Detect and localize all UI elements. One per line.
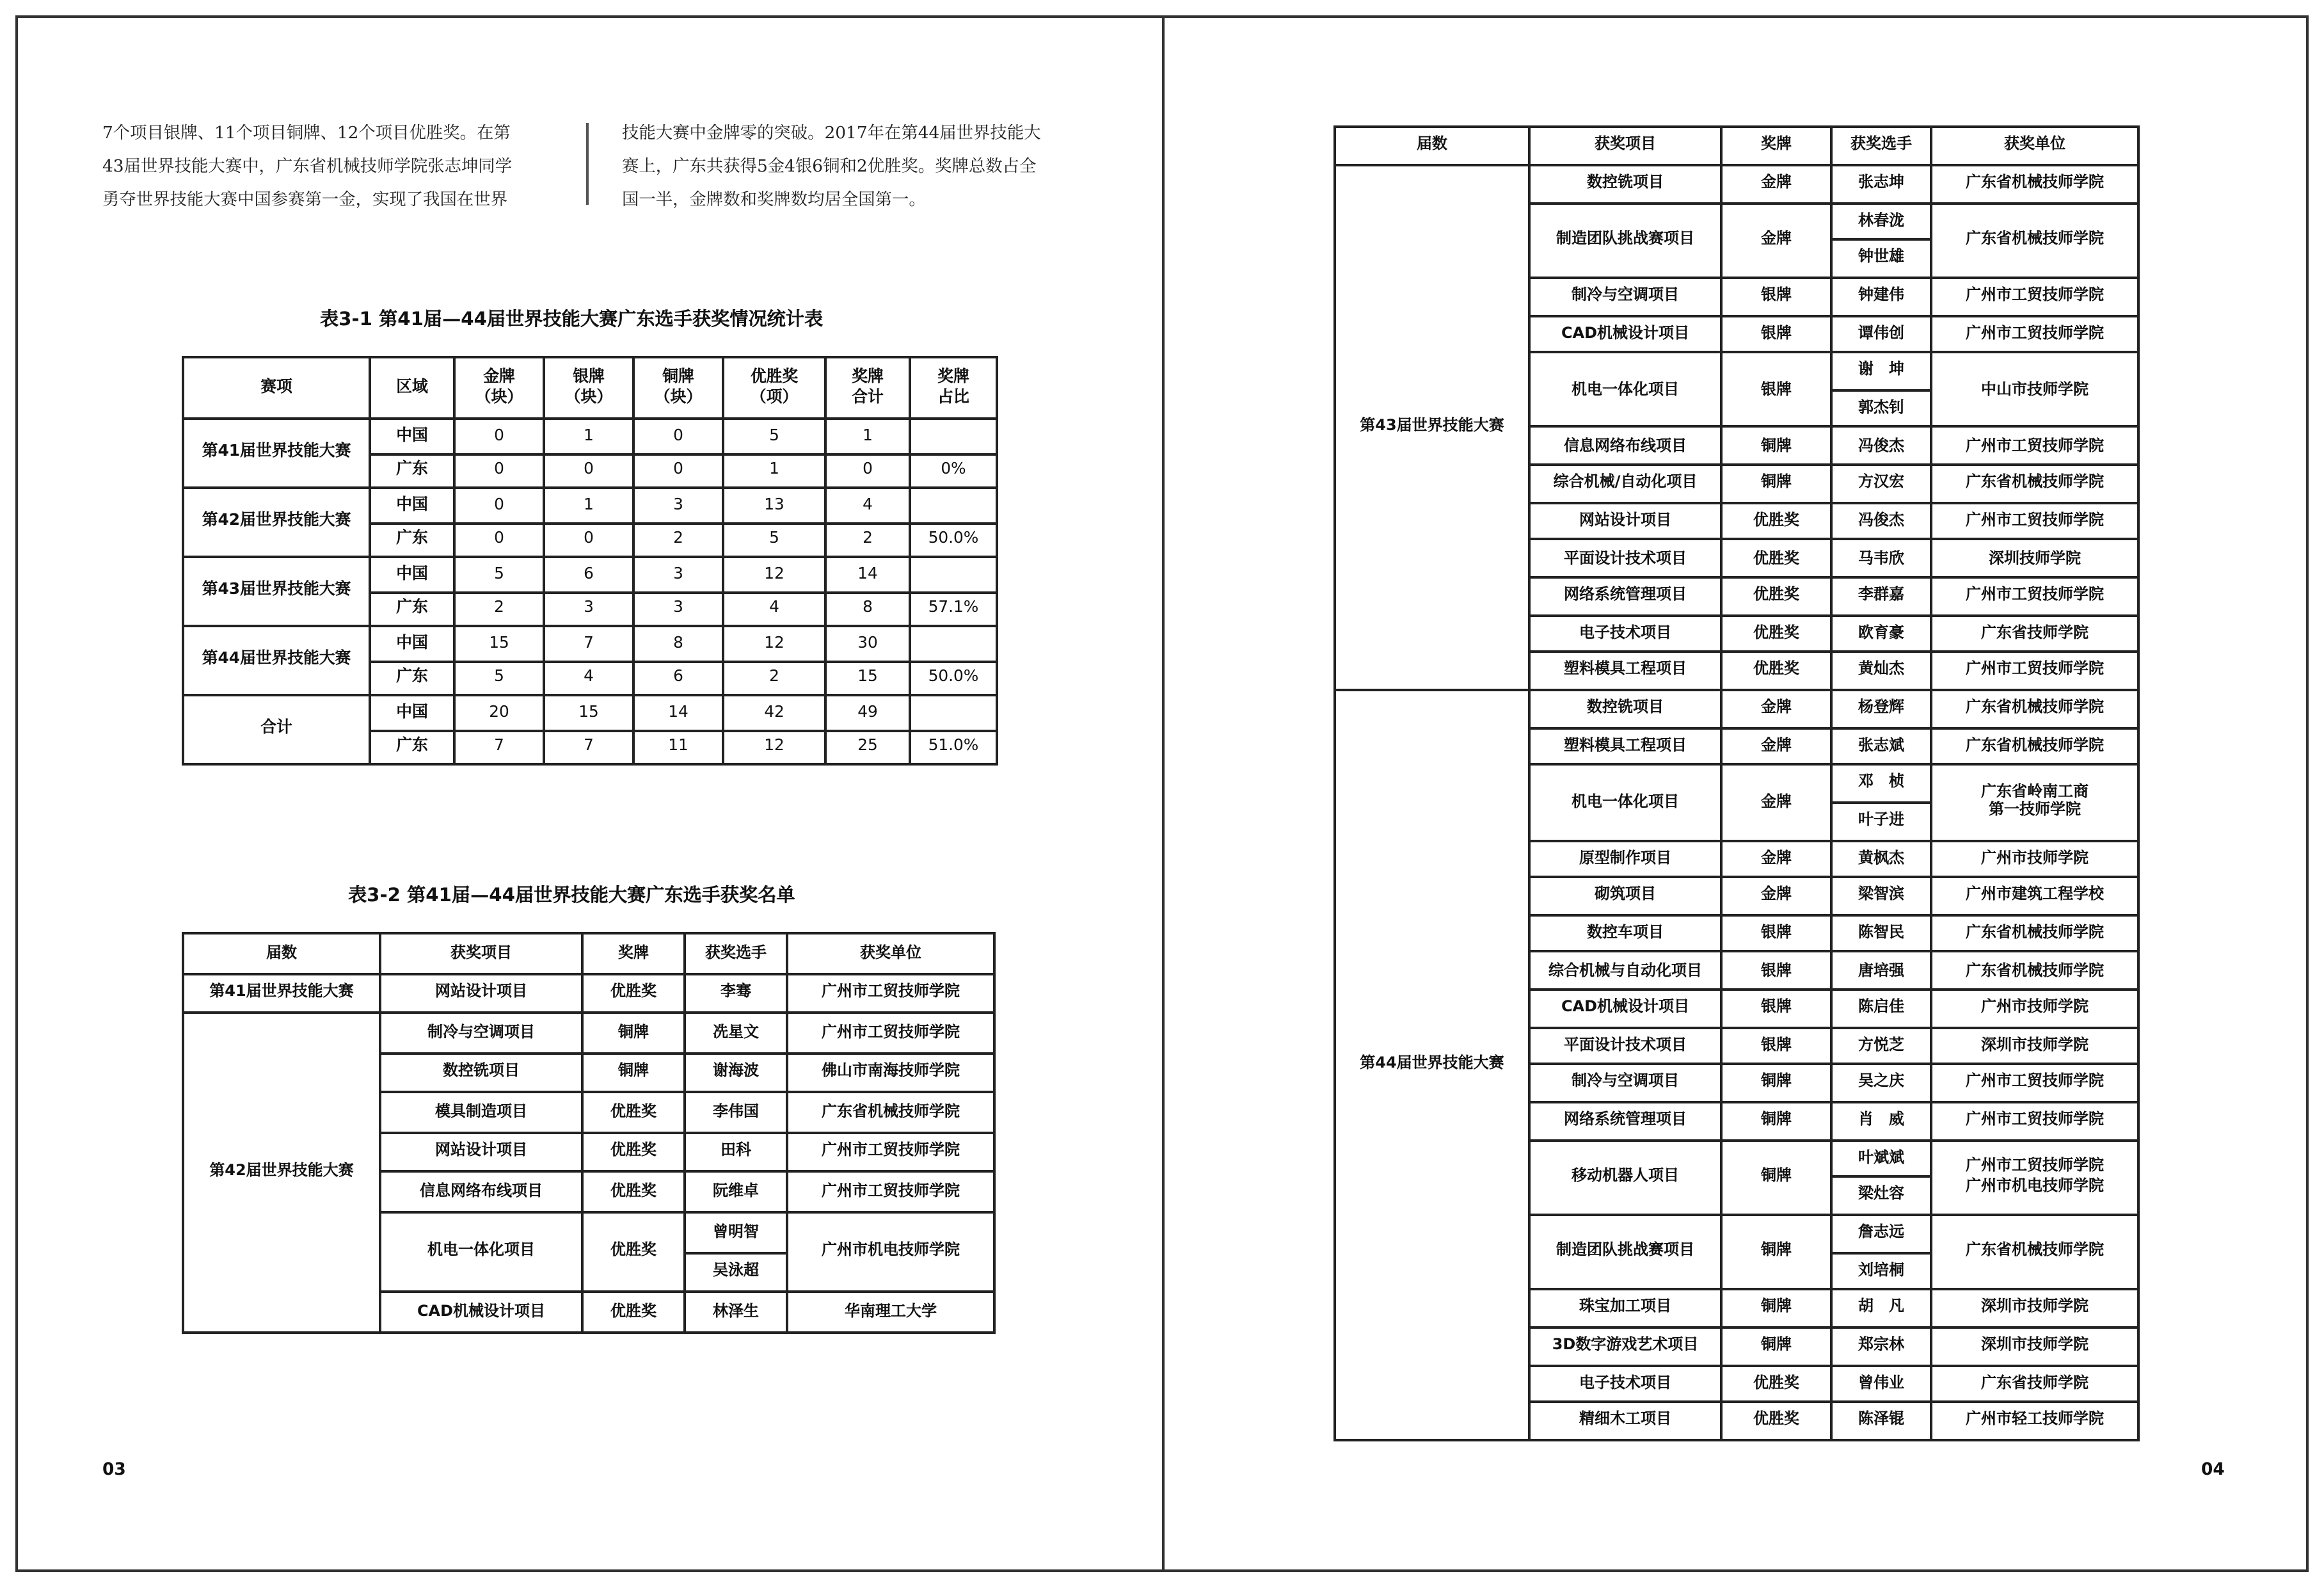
medal-statistics-table bbox=[182, 356, 998, 766]
value-cell bbox=[910, 626, 997, 661]
project-cell: CAD机械设计项目 bbox=[380, 1292, 582, 1332]
player-cell: 詹志远 bbox=[1831, 1215, 1931, 1253]
player-cell: 陈泽锟 bbox=[1831, 1402, 1931, 1440]
project-cell: 3D数字游戏艺术项目 bbox=[1529, 1327, 1721, 1365]
table-row bbox=[183, 419, 997, 453]
value-cell: 1 bbox=[723, 453, 825, 488]
unit-cell: 广东省机械技师学院 bbox=[787, 1093, 994, 1132]
project-cell: 网络系统管理项目 bbox=[1529, 577, 1721, 615]
unit-cell: 广东省技师学院 bbox=[1931, 1365, 2138, 1402]
paragraph-line: 赛上，广东共获得5金4银6铜和2优胜奖。奖牌总数占全 bbox=[622, 156, 1037, 177]
player-cell: 梁灶容 bbox=[1831, 1177, 1931, 1215]
column-header: 获奖选手 bbox=[685, 933, 787, 973]
unit-cell: 广东省机械技师学院 bbox=[1931, 203, 2138, 278]
player-cell: 阮维卓 bbox=[685, 1173, 787, 1212]
unit-cell: 广州市工贸技师学院 bbox=[1931, 502, 2138, 540]
value-cell: 15 bbox=[544, 695, 633, 730]
project-cell: 机电一体化项目 bbox=[1529, 765, 1721, 840]
value-cell: 2 bbox=[633, 522, 723, 557]
unit-cell: 广东省机械技师学院 bbox=[1931, 165, 2138, 203]
value-cell: 7 bbox=[454, 730, 544, 764]
table-row bbox=[183, 973, 994, 1013]
project-cell: 制造团队挑战赛项目 bbox=[1529, 203, 1721, 278]
paragraph-line: 7个项目银牌、11个项目铜牌、12个项目优胜奖。在第 bbox=[102, 123, 511, 143]
table-row bbox=[183, 1013, 994, 1052]
player-cell: 陈启佳 bbox=[1831, 990, 1931, 1027]
medal-cell: 铜牌 bbox=[1721, 465, 1831, 503]
medal-cell: 银牌 bbox=[1721, 915, 1831, 952]
medal-cell: 金牌 bbox=[1721, 878, 1831, 915]
value-cell: 0% bbox=[910, 453, 997, 488]
project-cell: 数控铣项目 bbox=[1529, 690, 1721, 728]
edition-cell: 第43届世界技能大赛 bbox=[1335, 165, 1529, 690]
column-header: 赛项 bbox=[183, 357, 370, 419]
project-cell: 珠宝加工项目 bbox=[1529, 1290, 1721, 1327]
column-header: 获奖单位 bbox=[787, 933, 994, 973]
page-number-right: 04 bbox=[2201, 1459, 2225, 1480]
value-cell: 14 bbox=[825, 557, 910, 591]
player-cell: 梁智滨 bbox=[1831, 878, 1931, 915]
text-column-divider bbox=[586, 123, 589, 205]
unit-cell: 深圳技师学院 bbox=[1931, 540, 2138, 578]
region-cell: 中国 bbox=[370, 419, 454, 453]
event-name-cell: 第43届世界技能大赛 bbox=[183, 557, 370, 626]
project-cell: 移动机器人项目 bbox=[1529, 1140, 1721, 1215]
region-cell: 广东 bbox=[370, 730, 454, 764]
value-cell bbox=[910, 419, 997, 453]
medal-cell: 银牌 bbox=[1721, 952, 1831, 990]
player-cell: 曾明智 bbox=[685, 1212, 787, 1252]
medal-cell: 优胜奖 bbox=[1721, 502, 1831, 540]
value-cell: 2 bbox=[825, 522, 910, 557]
value-cell bbox=[910, 557, 997, 591]
value-cell: 2 bbox=[723, 661, 825, 695]
project-cell: 网络系统管理项目 bbox=[1529, 1102, 1721, 1140]
unit-cell: 广东省机械技师学院 bbox=[1931, 952, 2138, 990]
value-cell: 3 bbox=[633, 557, 723, 591]
player-cell: 谢海波 bbox=[685, 1053, 787, 1093]
column-header: 区域 bbox=[370, 357, 454, 419]
table-row bbox=[1335, 690, 2138, 728]
value-cell: 3 bbox=[633, 591, 723, 626]
player-cell: 钟世雄 bbox=[1831, 240, 1931, 278]
project-cell: 信息网络布线项目 bbox=[1529, 428, 1721, 465]
medal-cell: 优胜奖 bbox=[582, 1173, 685, 1212]
value-cell: 50.0% bbox=[910, 522, 997, 557]
column-header: 届数 bbox=[183, 933, 380, 973]
player-cell: 杨登辉 bbox=[1831, 690, 1931, 728]
project-cell: 数控铣项目 bbox=[380, 1053, 582, 1093]
project-cell: 制冷与空调项目 bbox=[1529, 1065, 1721, 1103]
region-cell: 广东 bbox=[370, 661, 454, 695]
unit-cell: 广州市工贸技师学院 bbox=[787, 1173, 994, 1212]
project-cell: 机电一体化项目 bbox=[1529, 353, 1721, 428]
value-cell: 6 bbox=[633, 661, 723, 695]
project-cell: 模具制造项目 bbox=[380, 1093, 582, 1132]
value-cell: 12 bbox=[723, 626, 825, 661]
value-cell: 25 bbox=[825, 730, 910, 764]
medal-cell: 优胜奖 bbox=[1721, 652, 1831, 690]
value-cell: 0 bbox=[454, 453, 544, 488]
value-cell: 0 bbox=[454, 488, 544, 522]
player-cell: 吴之庆 bbox=[1831, 1065, 1931, 1103]
edition-cell: 第41届世界技能大赛 bbox=[183, 973, 380, 1013]
value-cell: 13 bbox=[723, 488, 825, 522]
value-cell: 8 bbox=[633, 626, 723, 661]
value-cell: 4 bbox=[723, 591, 825, 626]
paragraph-line: 技能大赛中金牌零的突破。2017年在第44届世界技能大 bbox=[622, 123, 1041, 143]
value-cell: 5 bbox=[723, 419, 825, 453]
value-cell: 30 bbox=[825, 626, 910, 661]
value-cell: 0 bbox=[633, 453, 723, 488]
region-cell: 广东 bbox=[370, 591, 454, 626]
table2-caption: 表3-2 第41届—44届世界技能大赛广东选手获奖名单 bbox=[348, 883, 795, 906]
table-row bbox=[1335, 165, 2138, 203]
value-cell: 1 bbox=[544, 419, 633, 453]
player-cell: 张志坤 bbox=[1831, 165, 1931, 203]
unit-cell: 广东省机械技师学院 bbox=[1931, 465, 2138, 503]
medal-cell: 银牌 bbox=[1721, 990, 1831, 1027]
project-cell: 平面设计技术项目 bbox=[1529, 1027, 1721, 1065]
project-cell: CAD机械设计项目 bbox=[1529, 315, 1721, 353]
event-name-cell: 第42届世界技能大赛 bbox=[183, 488, 370, 557]
region-cell: 广东 bbox=[370, 453, 454, 488]
player-cell: 黄枫杰 bbox=[1831, 840, 1931, 878]
value-cell: 1 bbox=[544, 488, 633, 522]
value-cell: 0 bbox=[544, 453, 633, 488]
column-header: 奖牌 bbox=[1721, 127, 1831, 165]
medal-cell: 优胜奖 bbox=[1721, 540, 1831, 578]
player-cell: 李群嘉 bbox=[1831, 577, 1931, 615]
value-cell: 20 bbox=[454, 695, 544, 730]
column-header: 获奖选手 bbox=[1831, 127, 1931, 165]
value-cell: 0 bbox=[454, 522, 544, 557]
player-cell: 黄灿杰 bbox=[1831, 652, 1931, 690]
value-cell: 51.0% bbox=[910, 730, 997, 764]
project-cell: 网站设计项目 bbox=[380, 973, 582, 1013]
project-cell: 综合机械与自动化项目 bbox=[1529, 952, 1721, 990]
medal-cell: 铜牌 bbox=[582, 1053, 685, 1093]
player-cell: 邓 桢 bbox=[1831, 765, 1931, 803]
medal-cell: 银牌 bbox=[1721, 353, 1831, 428]
player-cell: 冯俊杰 bbox=[1831, 502, 1931, 540]
project-cell: 数控车项目 bbox=[1529, 915, 1721, 952]
column-header: 铜牌 （块） bbox=[633, 357, 723, 419]
unit-cell: 广州市工贸技师学院 bbox=[1931, 1065, 2138, 1103]
region-cell: 中国 bbox=[370, 626, 454, 661]
medal-cell: 金牌 bbox=[1721, 203, 1831, 278]
project-cell: 制冷与空调项目 bbox=[1529, 278, 1721, 316]
player-cell: 叶子进 bbox=[1831, 803, 1931, 840]
medal-cell: 铜牌 bbox=[1721, 428, 1831, 465]
unit-cell: 广州市机电技师学院 bbox=[787, 1212, 994, 1292]
table-row bbox=[183, 626, 997, 661]
value-cell: 14 bbox=[633, 695, 723, 730]
unit-cell: 广州市工贸技师学院 bbox=[1931, 577, 2138, 615]
project-cell: 塑料模具工程项目 bbox=[1529, 727, 1721, 765]
player-cell: 叶斌斌 bbox=[1831, 1140, 1931, 1178]
column-header: 获奖项目 bbox=[380, 933, 582, 973]
column-header: 金牌 （块） bbox=[454, 357, 544, 419]
medal-cell: 铜牌 bbox=[1721, 1065, 1831, 1103]
unit-cell: 广州市轻工技师学院 bbox=[1931, 1402, 2138, 1440]
medal-cell: 优胜奖 bbox=[582, 1212, 685, 1292]
medal-cell: 金牌 bbox=[1721, 165, 1831, 203]
unit-cell: 广州市技师学院 bbox=[1931, 840, 2138, 878]
medal-cell: 优胜奖 bbox=[1721, 1402, 1831, 1440]
player-cell: 冼星文 bbox=[685, 1013, 787, 1052]
region-cell: 中国 bbox=[370, 488, 454, 522]
medal-cell: 金牌 bbox=[1721, 727, 1831, 765]
intro-paragraph-right-column bbox=[622, 118, 1041, 218]
unit-cell: 广州市工贸技师学院 bbox=[1931, 428, 2138, 465]
project-cell: 塑料模具工程项目 bbox=[1529, 652, 1721, 690]
value-cell: 7 bbox=[544, 626, 633, 661]
value-cell: 3 bbox=[633, 488, 723, 522]
unit-cell: 广州市建筑工程学校 bbox=[1931, 878, 2138, 915]
value-cell: 12 bbox=[723, 730, 825, 764]
column-header: 银牌 （块） bbox=[544, 357, 633, 419]
value-cell: 12 bbox=[723, 557, 825, 591]
project-cell: 机电一体化项目 bbox=[380, 1212, 582, 1292]
medal-cell: 优胜奖 bbox=[1721, 1365, 1831, 1402]
project-cell: 数控铣项目 bbox=[1529, 165, 1721, 203]
player-cell: 唐培强 bbox=[1831, 952, 1931, 990]
project-cell: 网站设计项目 bbox=[1529, 502, 1721, 540]
medal-cell: 铜牌 bbox=[1721, 1290, 1831, 1327]
project-cell: 信息网络布线项目 bbox=[380, 1173, 582, 1212]
medal-cell: 金牌 bbox=[1721, 765, 1831, 840]
unit-cell: 广东省机械技师学院 bbox=[1931, 1215, 2138, 1290]
column-header: 获奖项目 bbox=[1529, 127, 1721, 165]
player-cell: 冯俊杰 bbox=[1831, 428, 1931, 465]
value-cell: 57.1% bbox=[910, 591, 997, 626]
project-cell: 电子技术项目 bbox=[1529, 615, 1721, 653]
value-cell: 0 bbox=[633, 419, 723, 453]
player-cell: 胡 凡 bbox=[1831, 1290, 1931, 1327]
column-header: 获奖单位 bbox=[1931, 127, 2138, 165]
project-cell: 精细木工项目 bbox=[1529, 1402, 1721, 1440]
value-cell: 49 bbox=[825, 695, 910, 730]
paragraph-line: 勇夺世界技能大赛中国参赛第一金，实现了我国在世界 bbox=[102, 189, 507, 210]
medal-cell: 优胜奖 bbox=[1721, 615, 1831, 653]
player-cell: 林春泷 bbox=[1831, 203, 1931, 241]
value-cell: 5 bbox=[723, 522, 825, 557]
unit-cell: 广州市工贸技师学院 广州市机电技师学院 bbox=[1931, 1140, 2138, 1215]
unit-cell: 广东省机械技师学院 bbox=[1931, 915, 2138, 952]
player-cell: 刘培桐 bbox=[1831, 1252, 1931, 1290]
player-cell: 谢 坤 bbox=[1831, 353, 1931, 390]
value-cell: 5 bbox=[454, 557, 544, 591]
value-cell: 4 bbox=[825, 488, 910, 522]
value-cell: 0 bbox=[544, 522, 633, 557]
award-list-table-43-44 bbox=[1333, 125, 2140, 1441]
player-cell: 欧育豪 bbox=[1831, 615, 1931, 653]
unit-cell: 广东省技师学院 bbox=[1931, 615, 2138, 653]
player-cell: 张志斌 bbox=[1831, 727, 1931, 765]
unit-cell: 广东省机械技师学院 bbox=[1931, 727, 2138, 765]
unit-cell: 广州市工贸技师学院 bbox=[787, 1013, 994, 1052]
medal-cell: 金牌 bbox=[1721, 840, 1831, 878]
unit-cell: 广东省岭南工商 第一技师学院 bbox=[1931, 765, 2138, 840]
page-number-left: 03 bbox=[102, 1459, 126, 1480]
value-cell: 6 bbox=[544, 557, 633, 591]
project-cell: CAD机械设计项目 bbox=[1529, 990, 1721, 1027]
medal-cell: 铜牌 bbox=[582, 1013, 685, 1052]
region-cell: 中国 bbox=[370, 557, 454, 591]
value-cell: 15 bbox=[825, 661, 910, 695]
medal-cell: 优胜奖 bbox=[582, 1292, 685, 1332]
unit-cell: 广州市工贸技师学院 bbox=[1931, 1102, 2138, 1140]
player-cell: 李伟国 bbox=[685, 1093, 787, 1132]
medal-cell: 银牌 bbox=[1721, 1027, 1831, 1065]
value-cell: 1 bbox=[825, 419, 910, 453]
value-cell: 50.0% bbox=[910, 661, 997, 695]
value-cell: 15 bbox=[454, 626, 544, 661]
value-cell bbox=[910, 695, 997, 730]
player-cell: 方汉宏 bbox=[1831, 465, 1931, 503]
unit-cell: 深圳市技师学院 bbox=[1931, 1027, 2138, 1065]
intro-paragraph-left-column bbox=[102, 118, 512, 218]
value-cell: 4 bbox=[544, 661, 633, 695]
medal-cell: 铜牌 bbox=[1721, 1140, 1831, 1215]
medal-cell: 优胜奖 bbox=[582, 1093, 685, 1132]
column-header: 奖牌 bbox=[582, 933, 685, 973]
player-cell: 谭伟创 bbox=[1831, 315, 1931, 353]
unit-cell: 广州市技师学院 bbox=[1931, 990, 2138, 1027]
player-cell: 李骞 bbox=[685, 973, 787, 1013]
project-cell: 制造团队挑战赛项目 bbox=[1529, 1215, 1721, 1290]
column-header: 奖牌 合计 bbox=[825, 357, 910, 419]
column-header: 奖牌 占比 bbox=[910, 357, 997, 419]
player-cell: 吴泳超 bbox=[685, 1253, 787, 1292]
medal-cell: 优胜奖 bbox=[1721, 577, 1831, 615]
medal-cell: 优胜奖 bbox=[582, 973, 685, 1013]
unit-cell: 广州市工贸技师学院 bbox=[1931, 652, 2138, 690]
unit-cell: 华南理工大学 bbox=[787, 1292, 994, 1332]
value-cell: 7 bbox=[544, 730, 633, 764]
column-header: 优胜奖 （项） bbox=[723, 357, 825, 419]
value-cell: 0 bbox=[825, 453, 910, 488]
unit-cell: 广东省机械技师学院 bbox=[1931, 690, 2138, 728]
value-cell: 8 bbox=[825, 591, 910, 626]
project-cell: 原型制作项目 bbox=[1529, 840, 1721, 878]
award-list-table-41-42 bbox=[182, 932, 996, 1333]
edition-cell: 第44届世界技能大赛 bbox=[1335, 690, 1529, 1440]
region-cell: 广东 bbox=[370, 522, 454, 557]
event-name-cell: 合计 bbox=[183, 695, 370, 764]
unit-cell: 深圳市技师学院 bbox=[1931, 1327, 2138, 1365]
project-cell: 平面设计技术项目 bbox=[1529, 540, 1721, 578]
player-cell: 钟建伟 bbox=[1831, 278, 1931, 316]
player-cell: 肖 威 bbox=[1831, 1102, 1931, 1140]
edition-cell: 第42届世界技能大赛 bbox=[183, 1013, 380, 1332]
player-cell: 郑宗林 bbox=[1831, 1327, 1931, 1365]
medal-cell: 金牌 bbox=[1721, 690, 1831, 728]
medal-cell: 优胜奖 bbox=[582, 1133, 685, 1173]
unit-cell: 广州市工贸技师学院 bbox=[1931, 315, 2138, 353]
project-cell: 电子技术项目 bbox=[1529, 1365, 1721, 1402]
value-cell: 42 bbox=[723, 695, 825, 730]
unit-cell: 广州市工贸技师学院 bbox=[1931, 278, 2138, 316]
region-cell: 中国 bbox=[370, 695, 454, 730]
value-cell: 2 bbox=[454, 591, 544, 626]
paragraph-line: 43届世界技能大赛中，广东省机械技师学院张志坤同学 bbox=[102, 156, 513, 177]
project-cell: 网站设计项目 bbox=[380, 1133, 582, 1173]
player-cell: 马韦欣 bbox=[1831, 540, 1931, 578]
unit-cell: 中山市技师学院 bbox=[1931, 353, 2138, 428]
project-cell: 制冷与空调项目 bbox=[380, 1013, 582, 1052]
player-cell: 郭杰钊 bbox=[1831, 390, 1931, 428]
medal-cell: 铜牌 bbox=[1721, 1327, 1831, 1365]
project-cell: 综合机械/自动化项目 bbox=[1529, 465, 1721, 503]
table1-caption: 表3-1 第41届—44届世界技能大赛广东选手获奖情况统计表 bbox=[320, 307, 824, 330]
player-cell: 陈智民 bbox=[1831, 915, 1931, 952]
value-cell bbox=[910, 488, 997, 522]
event-name-cell: 第41届世界技能大赛 bbox=[183, 419, 370, 488]
book-spine-divider bbox=[1161, 15, 1163, 1572]
value-cell: 0 bbox=[454, 419, 544, 453]
table-row bbox=[183, 557, 997, 591]
unit-cell: 广州市工贸技师学院 bbox=[787, 1133, 994, 1173]
column-header: 届数 bbox=[1335, 127, 1529, 165]
unit-cell: 佛山市南海技师学院 bbox=[787, 1053, 994, 1093]
unit-cell: 深圳市技师学院 bbox=[1931, 1290, 2138, 1327]
player-cell: 林泽生 bbox=[685, 1292, 787, 1332]
event-name-cell: 第44届世界技能大赛 bbox=[183, 626, 370, 695]
paragraph-line: 国一半，金牌数和奖牌数均居全国第一。 bbox=[622, 189, 926, 210]
medal-cell: 铜牌 bbox=[1721, 1215, 1831, 1290]
player-cell: 田科 bbox=[685, 1133, 787, 1173]
player-cell: 曾伟业 bbox=[1831, 1365, 1931, 1402]
table-row bbox=[183, 695, 997, 730]
value-cell: 11 bbox=[633, 730, 723, 764]
project-cell: 砌筑项目 bbox=[1529, 878, 1721, 915]
player-cell: 方悦芝 bbox=[1831, 1027, 1931, 1065]
table-row bbox=[183, 488, 997, 522]
value-cell: 3 bbox=[544, 591, 633, 626]
medal-cell: 铜牌 bbox=[1721, 1102, 1831, 1140]
medal-cell: 银牌 bbox=[1721, 315, 1831, 353]
unit-cell: 广州市工贸技师学院 bbox=[787, 973, 994, 1013]
value-cell: 5 bbox=[454, 661, 544, 695]
medal-cell: 银牌 bbox=[1721, 278, 1831, 316]
